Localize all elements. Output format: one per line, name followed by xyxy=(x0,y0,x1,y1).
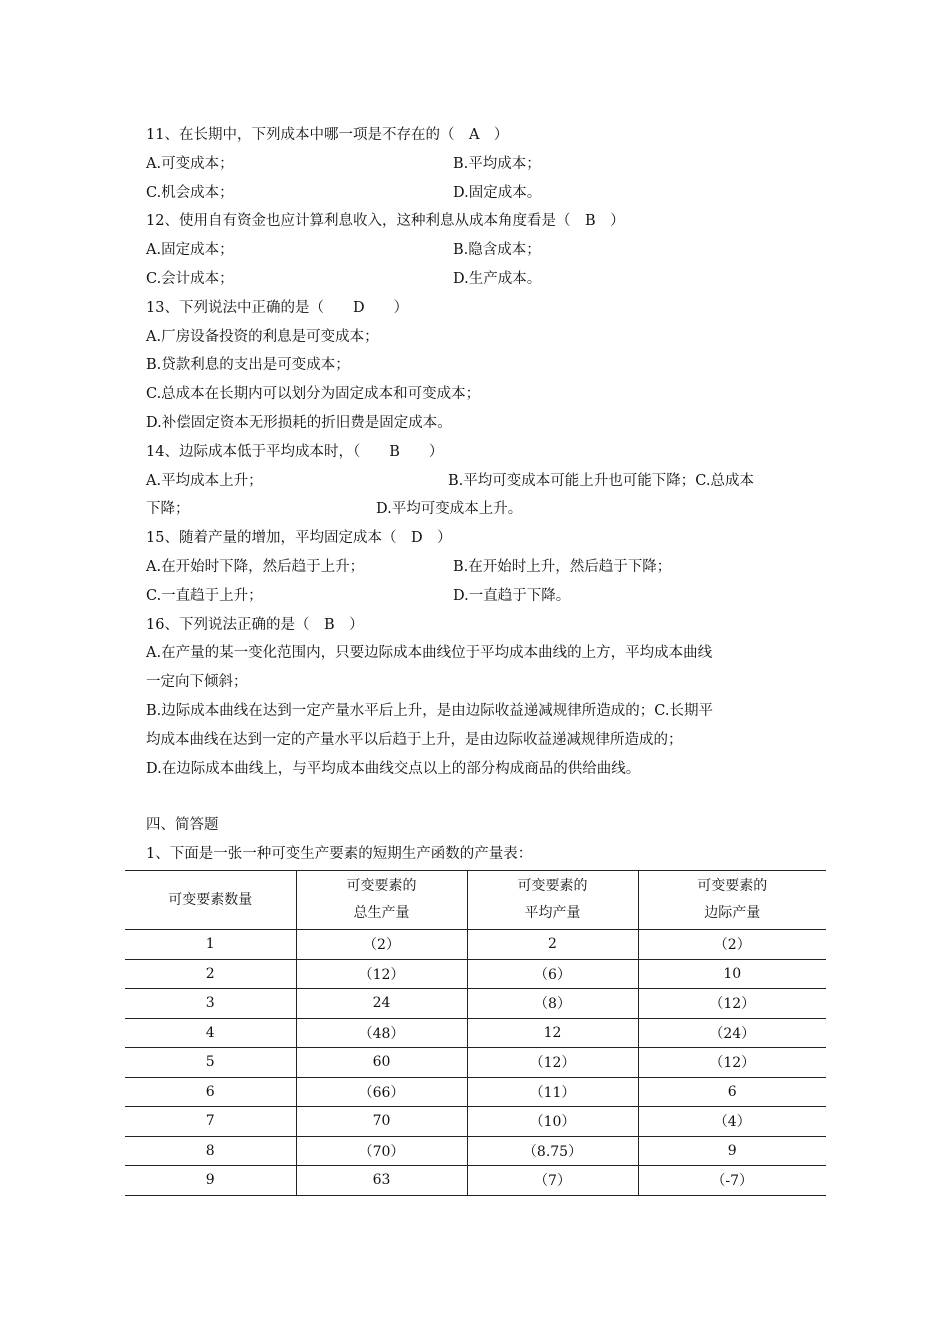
table-row xyxy=(125,1077,826,1107)
cell-total-product: （2） xyxy=(296,930,467,960)
cell-average-product: （8） xyxy=(467,989,638,1019)
cell-average-product: 12 xyxy=(467,1018,638,1048)
option-a-line1: A.在产量的某一变化范围内，只要边际成本曲线位于平均成本曲线的上方，平均成本曲线 xyxy=(146,645,713,662)
option-b: B.平均成本； xyxy=(453,155,541,172)
cell-quantity: 6 xyxy=(205,1083,215,1100)
option-b-c-line2: 均成本曲线在达到一定的产量水平以后趋于上升，是由边际收益递减规律所造成的； xyxy=(146,731,683,748)
table-row xyxy=(125,959,826,989)
option-row xyxy=(146,236,826,265)
cell-average-product: 2 xyxy=(467,930,638,960)
option-row xyxy=(146,150,826,179)
cell-total-product: （48） xyxy=(296,1018,467,1048)
option-d: D.平均可变成本上升。 xyxy=(376,501,523,518)
question-16: 16、下列说法正确的是（ B ） xyxy=(146,616,364,633)
table-row xyxy=(125,1107,826,1137)
cell-total-product: 60 xyxy=(296,1048,467,1078)
header-total-product: 可变要素的 总生产量 xyxy=(296,871,467,930)
option-b-c-line1: B.边际成本曲线在达到一定产量水平后上升，是由边际收益递减规律所造成的；C.长期平 xyxy=(146,702,713,719)
cell-marginal-product: （24） xyxy=(638,1018,826,1048)
option-d: D.固定成本。 xyxy=(453,184,542,201)
cell-quantity: 9 xyxy=(205,1172,215,1189)
option-row xyxy=(146,179,826,208)
cell-quantity: 4 xyxy=(205,1024,215,1041)
option-c: C.总成本在长期内可以划分为固定成本和可变成本； xyxy=(146,386,481,403)
option-d: D.生产成本。 xyxy=(453,270,542,287)
cell-average-product: （8.75） xyxy=(467,1136,638,1166)
question-12: 12、使用自有资金也应计算利息收入，这种利息从成本角度看是（ B ） xyxy=(146,213,625,230)
option-b-c: B.平均可变成本可能上升也可能下降；C.总成本 xyxy=(448,472,754,489)
option-row xyxy=(146,582,826,611)
cell-marginal-product: （4） xyxy=(638,1107,826,1137)
section-heading: 四、简答题 xyxy=(146,817,219,834)
option-c: C.会计成本； xyxy=(146,270,234,287)
cell-average-product: （7） xyxy=(467,1166,638,1196)
option-d: D.一直趋于下降。 xyxy=(453,587,571,604)
questions xyxy=(146,121,826,869)
table-row xyxy=(125,1136,826,1166)
cell-quantity: 8 xyxy=(205,1142,215,1159)
option-row xyxy=(146,553,826,582)
cell-quantity: 1 xyxy=(205,936,215,953)
cell-quantity: 7 xyxy=(205,1113,215,1130)
cell-quantity: 3 xyxy=(205,995,215,1012)
production-table xyxy=(125,870,826,1196)
option-c-continued: 下降； xyxy=(146,501,190,518)
question-14: 14、边际成本低于平均成本时，（ B ） xyxy=(146,443,444,460)
cell-marginal-product: 9 xyxy=(638,1136,826,1166)
table-row xyxy=(125,1048,826,1078)
cell-average-product: （12） xyxy=(467,1048,638,1078)
option-a: A.平均成本上升； xyxy=(146,472,263,489)
cell-total-product: 70 xyxy=(296,1107,467,1137)
cell-marginal-product: （12） xyxy=(638,1048,826,1078)
option-a: A.厂房设备投资的利息是可变成本； xyxy=(146,328,379,345)
cell-quantity: 2 xyxy=(205,965,215,982)
cell-average-product: （6） xyxy=(467,959,638,989)
cell-average-product: （11） xyxy=(467,1077,638,1107)
cell-total-product: （12） xyxy=(296,959,467,989)
header-variable-input-quantity: 可变要素数量 xyxy=(168,891,253,908)
cell-total-product: 24 xyxy=(296,989,467,1019)
option-a-line2: 一定向下倾斜； xyxy=(146,674,248,691)
option-c: C.一直趋于上升； xyxy=(146,587,263,604)
table-row xyxy=(125,930,826,960)
cell-average-product: （10） xyxy=(467,1107,638,1137)
cell-quantity: 5 xyxy=(205,1054,215,1071)
option-d: D.补偿固定资本无形损耗的折旧费是固定成本。 xyxy=(146,414,452,431)
cell-marginal-product: （-7） xyxy=(638,1166,826,1196)
option-a: A.可变成本； xyxy=(146,155,234,172)
option-a: A.在开始时下降，然后趋于上升； xyxy=(146,558,365,575)
option-row xyxy=(146,467,826,496)
table-header-row xyxy=(125,871,826,930)
option-b: B.隐含成本； xyxy=(453,242,541,259)
header-marginal-product: 可变要素的 边际产量 xyxy=(638,871,826,930)
header-average-product: 可变要素的 平均产量 xyxy=(467,871,638,930)
question-13: 13、下列说法中正确的是（ D ） xyxy=(146,299,409,316)
cell-marginal-product: 6 xyxy=(638,1077,826,1107)
short-answer-question-1: 1、下面是一张一种可变生产要素的短期生产函数的产量表： xyxy=(146,846,533,863)
option-row xyxy=(146,265,826,294)
cell-marginal-product: 10 xyxy=(638,959,826,989)
option-a: A.固定成本； xyxy=(146,242,234,259)
question-15: 15、随着产量的增加，平均固定成本（ D ） xyxy=(146,530,452,547)
cell-total-product: 63 xyxy=(296,1166,467,1196)
table-row xyxy=(125,1018,826,1048)
option-row xyxy=(146,495,826,524)
table-row xyxy=(125,1166,826,1196)
cell-total-product: （66） xyxy=(296,1077,467,1107)
cell-marginal-product: （2） xyxy=(638,930,826,960)
cell-marginal-product: （12） xyxy=(638,989,826,1019)
table-row xyxy=(125,989,826,1019)
option-d: D.在边际成本曲线上，与平均成本曲线交点以上的部分构成商品的供给曲线。 xyxy=(146,760,641,777)
option-b: B.在开始时上升，然后趋于下降； xyxy=(453,558,672,575)
option-c: C.机会成本； xyxy=(146,184,234,201)
cell-total-product: （70） xyxy=(296,1136,467,1166)
question-11: 11、在长期中，下列成本中哪一项是不存在的（ A ） xyxy=(146,127,509,143)
option-b: B.贷款利息的支出是可变成本； xyxy=(146,357,350,374)
